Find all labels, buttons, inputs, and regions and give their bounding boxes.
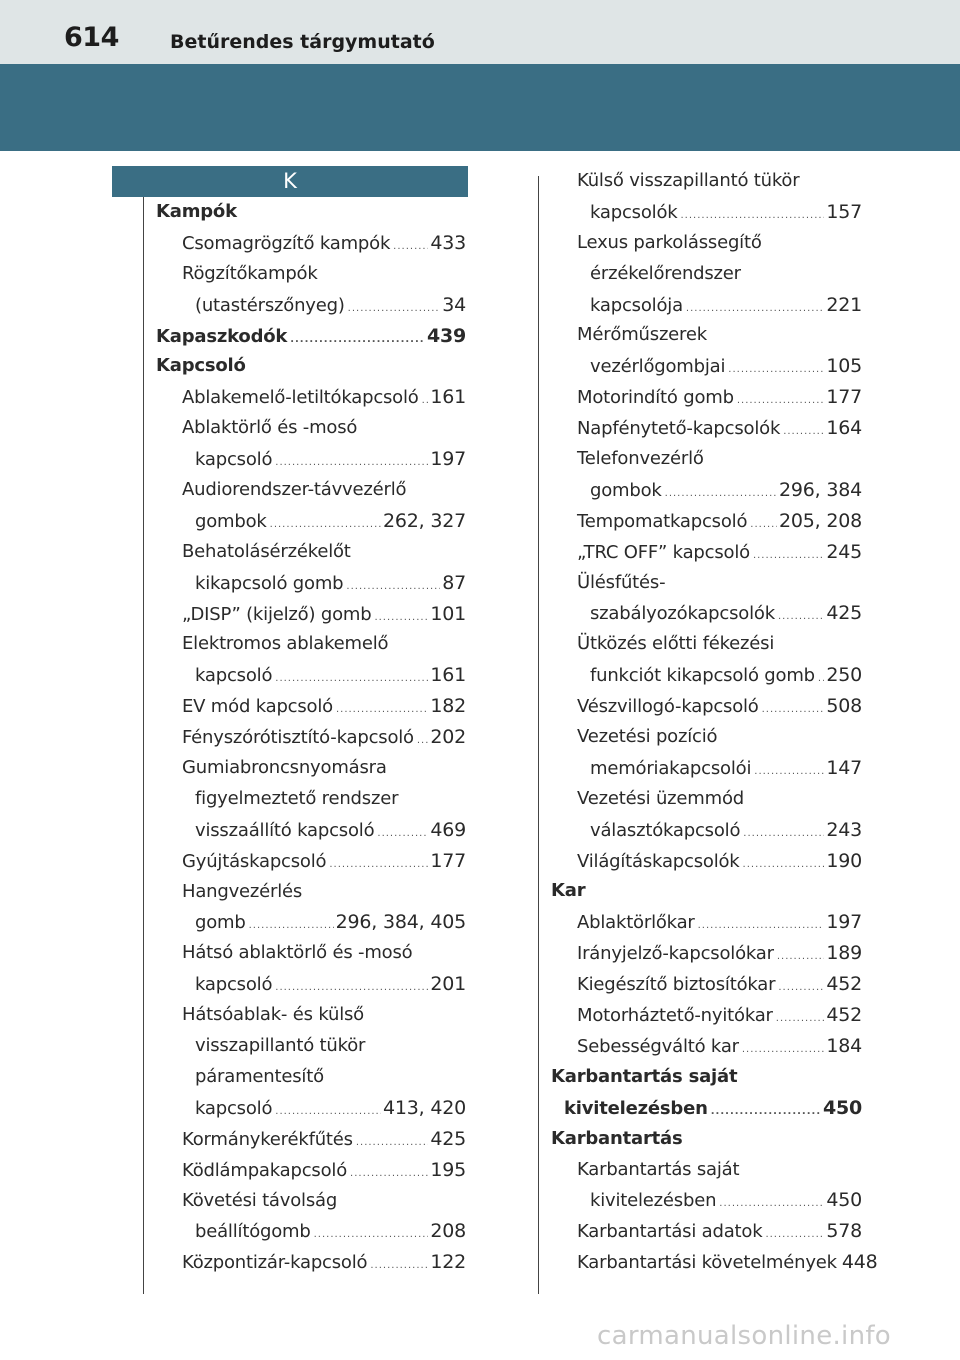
index-page-ref: 105: [826, 355, 862, 378]
page-header: [0, 0, 960, 64]
index-page-ref: 245: [826, 540, 862, 563]
index-page-ref: 296, 384: [778, 478, 862, 501]
index-page-ref: 177: [430, 849, 466, 872]
index-entry: [551, 506, 862, 537]
index-page-ref: 469: [430, 818, 466, 841]
index-entry: [551, 691, 862, 722]
index-entry-text: Irányjelző-kapcsolókar: [577, 943, 774, 965]
index-page-ref: 413, 420: [382, 1096, 466, 1119]
index-entry: [156, 568, 466, 599]
index-entry-text: Ütközés előtti fékezési: [577, 633, 775, 655]
index-page-ref: 201: [430, 973, 466, 996]
index-entry-text: Sebességváltó kar: [577, 1035, 739, 1057]
index-entry: [551, 1031, 862, 1062]
index-page-ref: 452: [826, 973, 862, 996]
index-page-ref: 177: [826, 386, 862, 409]
section-letter-heading: K: [112, 166, 468, 197]
index-entry-text: gombok: [590, 479, 662, 501]
index-entry-text: Kormánykerékfűtés: [182, 1128, 353, 1150]
index-entry-text: Kar: [551, 880, 586, 902]
index-column-right: [551, 166, 878, 1278]
index-entry: [551, 938, 862, 969]
index-entry: [156, 259, 466, 290]
index-entry-text: vezérlőgombjai: [590, 356, 726, 378]
index-entry-text: Kapaszkodók: [156, 325, 288, 347]
index-entry-text: Hátsóablak- és külső: [182, 1004, 364, 1026]
index-page-ref: 425: [826, 602, 862, 625]
index-entry-text: kapcsoló: [195, 449, 273, 471]
index-entry-text: EV mód kapcsoló: [182, 696, 333, 718]
index-entry: [156, 1000, 466, 1031]
index-page-ref: 195: [430, 1158, 466, 1181]
index-page-ref: 450: [826, 1189, 862, 1212]
index-entry-text: Külső visszapillantó tükör: [577, 170, 800, 191]
index-entry: [156, 1093, 466, 1124]
index-entry: [156, 660, 466, 691]
index-entry-text: Vezetési üzemmód: [577, 787, 744, 809]
index-entry: [551, 846, 862, 877]
index-entry-text: Kapcsoló: [156, 355, 246, 377]
index-entry-text: kapcsoló: [195, 665, 273, 687]
index-entry-text: Ablaktörlő és -mosó: [182, 417, 358, 439]
index-entry-text: Karbantartás saját: [577, 1158, 740, 1180]
index-entry-text: Követési távolság: [182, 1189, 338, 1211]
index-entry: [551, 568, 862, 599]
index-entry: [551, 722, 862, 753]
index-entry: [156, 1062, 466, 1093]
index-entry: [156, 938, 466, 969]
index-entry-text: Behatolásérzékelőt: [182, 540, 351, 562]
index-entry: [156, 784, 466, 815]
index-page-ref: 508: [826, 695, 862, 718]
right-column-rule: [538, 176, 539, 1294]
index-entry: [551, 1216, 862, 1247]
index-entry-text: kapcsolója: [590, 294, 683, 316]
index-entry-text: Karbantartási követelmények: [577, 1252, 837, 1274]
index-entry: [156, 1186, 466, 1217]
index-page-ref: 190: [826, 849, 862, 872]
index-entry: [156, 907, 466, 938]
index-entry-text: gombok: [195, 510, 267, 532]
index-entry: [551, 320, 862, 351]
index-entry-text: Csomagrögzítő kampók: [182, 232, 391, 254]
index-entry-text: Vezetési pozíció: [577, 726, 718, 748]
index-entry: [551, 1062, 862, 1093]
index-entry: [551, 259, 862, 290]
index-entry-text: Fényszórótisztító-kapcsoló: [182, 727, 414, 749]
index-entry-text: Lexus parkolássegítő: [577, 231, 762, 253]
index-entry-text: Karbantartás: [551, 1127, 683, 1149]
index-page-ref: 296, 384, 405: [335, 911, 466, 934]
index-entry: [551, 290, 862, 321]
index-entry-text: Karbantartás saját: [551, 1065, 738, 1087]
index-page-ref: 243: [826, 818, 862, 841]
index-page-ref: 202: [430, 726, 466, 749]
index-entry-text: Telefonvezérlő: [577, 448, 704, 470]
index-entry-text: Elektromos ablakemelő: [182, 633, 389, 655]
index-entry-text: szabályozókapcsolók: [590, 603, 775, 625]
index-entry: [156, 815, 466, 846]
index-entry: [156, 877, 466, 908]
index-entry: [156, 506, 466, 537]
index-page-ref: 452: [826, 1004, 862, 1027]
watermark-text: carmanualsonline.info: [597, 1321, 892, 1351]
index-page-ref: 161: [430, 386, 466, 409]
index-entry: [551, 876, 862, 907]
index-entry-text: Karbantartási adatok: [577, 1221, 763, 1243]
index-entry: [551, 444, 862, 475]
page-title: Betűrendes tárgymutató: [170, 31, 435, 53]
index-page-ref: 197: [826, 911, 862, 934]
index-entry: [551, 1093, 862, 1124]
index-column-left: [156, 197, 466, 1278]
index-entry: [156, 1124, 466, 1155]
index-page-ref: 425: [430, 1127, 466, 1150]
index-page-ref: 205, 208: [778, 509, 862, 532]
index-entry: [551, 1247, 878, 1278]
index-entry-text: páramentesítő: [195, 1065, 324, 1087]
index-entry-text: memóriakapcsolói: [590, 757, 752, 779]
index-entry-text: visszapillantó tükör: [195, 1035, 366, 1057]
index-entry: [551, 907, 862, 938]
index-entry: [156, 846, 466, 877]
index-entry-text: beállítógomb: [195, 1221, 311, 1243]
index-entry: [551, 228, 862, 259]
index-entry-text: Tempomatkapcsoló: [577, 510, 748, 532]
index-entry-text: Világításkapcsolók: [577, 850, 740, 872]
index-page-ref: 221: [826, 293, 862, 316]
index-entry-text: Hangvezérlés: [182, 880, 303, 902]
index-entry-text: funkciót kikapcsoló gomb: [590, 665, 815, 687]
index-entry: [156, 1155, 466, 1186]
index-entry: [156, 413, 466, 444]
index-page-ref: 189: [826, 942, 862, 965]
index-entry: [551, 598, 862, 629]
index-entry: [551, 475, 862, 506]
index-entry: [551, 1155, 862, 1186]
index-entry-text: kapcsoló: [195, 1097, 273, 1119]
index-entry: [156, 444, 466, 475]
index-entry: [551, 969, 862, 1000]
index-entry-text: kivitelezésben: [564, 1097, 708, 1119]
index-entry-text: Ablakemelő-letiltókapcsoló: [182, 387, 419, 409]
index-entry-text: figyelmeztető rendszer: [195, 787, 399, 809]
index-entry-text: Hátsó ablaktörlő és -mosó: [182, 942, 413, 964]
index-entry-text: kapcsoló: [195, 974, 273, 996]
index-page-ref: 433: [430, 231, 466, 254]
index-entry: [551, 413, 862, 444]
index-entry: [156, 629, 466, 660]
index-page-ref: 182: [430, 695, 466, 718]
index-entry: [551, 166, 862, 197]
index-page-ref: 164: [826, 417, 862, 440]
dot-leader: [370, 1251, 428, 1282]
index-entry: [551, 629, 862, 660]
index-entry: [156, 228, 466, 259]
index-entry: [551, 1000, 862, 1031]
index-entry-text: választókapcsoló: [590, 819, 741, 841]
index-entry-text: Gumiabroncsnyomásra: [182, 757, 387, 779]
index-entry-text: gomb: [195, 912, 246, 934]
index-entry-text: Ködlámpakapcsoló: [182, 1159, 348, 1181]
index-page-ref: 450: [822, 1096, 862, 1119]
index-entry: [551, 815, 862, 846]
index-entry: [551, 753, 862, 784]
index-entry: [156, 382, 466, 413]
index-entry: [156, 475, 466, 506]
index-entry: [551, 382, 862, 413]
index-entry: [156, 537, 466, 568]
index-entry: [551, 1124, 862, 1155]
index-entry-text: kivitelezésben: [590, 1190, 717, 1212]
index-entry-text: Motorindító gomb: [577, 387, 734, 409]
index-entry: [551, 784, 862, 815]
index-page-ref: 578: [826, 1220, 862, 1243]
index-entry: [551, 351, 862, 382]
index-page-ref: 122: [430, 1251, 466, 1274]
page-number: 614: [64, 22, 119, 53]
index-page-ref: 208: [430, 1220, 466, 1243]
index-entry-text: „DISP” (kijelző) gomb: [182, 603, 372, 625]
index-entry-text: Kampók: [156, 201, 237, 222]
index-entry-text: „TRC OFF” kapcsoló: [577, 541, 750, 563]
index-page-ref: 147: [826, 756, 862, 779]
index-entry: [156, 691, 466, 722]
index-page-ref: 101: [430, 602, 466, 625]
index-entry-text: érzékelőrendszer: [590, 262, 741, 284]
index-entry: [551, 197, 862, 228]
index-entry-text: Ülésfűtés-: [577, 571, 666, 593]
index-page-ref: 87: [442, 571, 466, 594]
index-entry-text: Vészvillogó-kapcsoló: [577, 696, 759, 718]
header-banner: [0, 64, 960, 151]
index-entry-text: (utastérszőnyeg): [195, 294, 345, 316]
index-entry: [156, 969, 466, 1000]
index-entry-text: Audiorendszer-távvezérlő: [182, 479, 407, 501]
index-entry: [156, 1031, 466, 1062]
index-entry-text: Kiegészítő biztosítókar: [577, 974, 776, 996]
index-entry-text: Ablaktörlőkar: [577, 912, 695, 934]
index-entry-text: Mérőműszerek: [577, 324, 707, 346]
index-page-ref: 250: [826, 664, 862, 687]
index-entry: [156, 753, 466, 784]
index-entry-text: Motorháztető-nyitókar: [577, 1005, 773, 1027]
left-column-rule: [143, 197, 144, 1294]
index-entry: [156, 290, 466, 321]
index-entry-text: Rögzítőkampók: [182, 262, 318, 284]
index-page-ref: 161: [430, 664, 466, 687]
index-entry: [551, 1185, 862, 1216]
index-entry-text: visszaállító kapcsoló: [195, 819, 375, 841]
index-page-ref: 184: [826, 1034, 862, 1057]
index-page-ref: 34: [442, 293, 466, 316]
index-entry: [156, 599, 466, 630]
index-entry: [551, 537, 862, 568]
index-entry: [156, 351, 466, 382]
index-entry-text: Központizár-kapcsoló: [182, 1252, 368, 1274]
index-entry: [156, 1216, 466, 1247]
index-page-ref: 439: [426, 324, 466, 347]
index-page-ref: 262, 327: [382, 509, 466, 532]
index-entry: [156, 722, 466, 753]
index-entry-text: kapcsolók: [590, 201, 678, 223]
index-entry: [156, 197, 466, 228]
index-entry-text: kikapcsoló gomb: [195, 572, 344, 594]
index-page-ref: 448: [841, 1251, 878, 1274]
index-entry: [156, 321, 466, 352]
index-entry: [551, 660, 862, 691]
index-entry: [156, 1247, 466, 1278]
index-page-ref: 157: [826, 200, 862, 223]
index-entry-text: Napfénytető-kapcsolók: [577, 418, 781, 440]
index-page-ref: 197: [430, 448, 466, 471]
index-entry-text: Gyújtáskapcsoló: [182, 850, 327, 872]
